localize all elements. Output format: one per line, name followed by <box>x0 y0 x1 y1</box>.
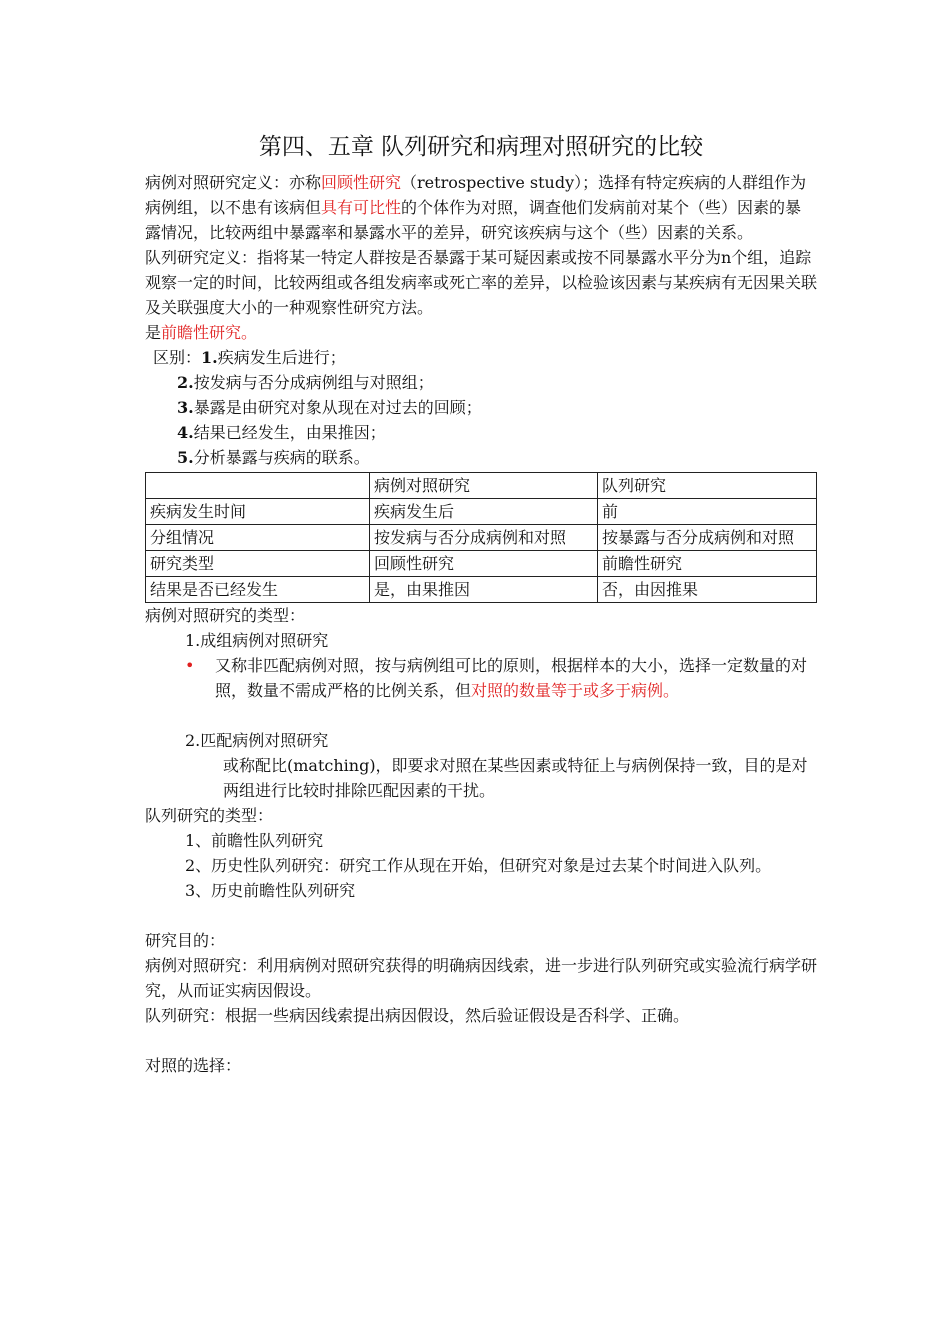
comparison-table <box>145 472 817 603</box>
table-row <box>146 499 817 525</box>
cohort-prospective-line: 是前瞻性研究。 <box>145 323 258 342</box>
table-cell: 按暴露与否分成病例和对照 <box>598 525 817 551</box>
cohort-type-item: 1、前瞻性队列研究 <box>185 831 324 850</box>
table-header-row <box>146 473 817 499</box>
table-cell: 分组情况 <box>146 525 370 551</box>
table-cell: 前瞻性研究 <box>598 551 817 577</box>
difference-item: 4.结果已经发生，由果推因； <box>177 423 386 442</box>
page-title: 第四、五章 队列研究和病理对照研究的比较 <box>258 134 704 160</box>
difference-item: 5.分析暴露与疾病的联系。 <box>177 448 370 467</box>
purpose-cohort: 队列研究：根据一些病因线索提出病因假设，然后验证假设是否科学、正确。 <box>145 1006 690 1025</box>
table-cell: 病例对照研究 <box>370 473 598 499</box>
table-cell <box>146 473 370 499</box>
matched-case-control-title: 2.匹配病例对照研究 <box>185 731 329 750</box>
matched-description: 或称配比(matching)，即要求对照在某些因素或特征上与病例保持一致，目的是对两组进行比较时排除匹配因素的干扰。 <box>223 756 808 800</box>
unmatched-case-control-title: 1.成组病例对照研究 <box>185 631 329 650</box>
table-cell: 是，由果推因 <box>370 577 598 603</box>
bullet-icon: • <box>185 656 195 675</box>
difference-item: 3.暴露是由研究对象从现在对过去的回顾； <box>177 398 482 417</box>
difference-label: 区别： <box>153 348 202 367</box>
table-cell: 回顾性研究 <box>370 551 598 577</box>
difference-item: 2.按发病与否分成病例组与对照组； <box>177 373 434 392</box>
spacer <box>145 1028 817 1053</box>
case-control-types-heading: 病例对照研究的类型： <box>145 606 306 625</box>
table-row <box>146 551 817 577</box>
difference-item: 区别：1.疾病发生后进行； <box>153 348 346 367</box>
table-row <box>146 577 817 603</box>
cohort-types-heading: 队列研究的类型： <box>145 806 274 825</box>
cohort-type-item: 3、历史前瞻性队列研究 <box>185 881 356 900</box>
cohort-type-item: 2、历史性队列研究：研究工作从现在开始，但研究对象是过去某个时间进入队列。 <box>185 856 772 875</box>
spacer <box>145 703 817 728</box>
highlight-retrospective: 回顾性研究 <box>321 173 402 192</box>
table-row <box>146 525 817 551</box>
table-cell: 研究类型 <box>146 551 370 577</box>
highlight-comparable: 具有可比性 <box>321 198 402 217</box>
table-cell: 前 <box>598 499 817 525</box>
unmatched-description: • 又称非匹配病例对照，按与病例组可比的原则，根据样本的大小，选择一定数量的对照，数量不需成严格的比例关系，但对照的数量等于或多于病例。 <box>145 653 817 703</box>
control-selection-heading: 对照的选择： <box>145 1056 242 1075</box>
table-cell: 疾病发生后 <box>370 499 598 525</box>
purpose-heading: 研究目的： <box>145 931 226 950</box>
cohort-definition: 队列研究定义：指将某一特定人群按是否暴露于某可疑因素或按不同暴露水平分为n个组，追踪观察一定的时间，比较两组或各组发病率或死亡率的差异，以检验该因素与某疾病有无因果关联及关联强度大小的一种观察性研究方法。 <box>145 248 818 317</box>
table-cell: 结果是否已经发生 <box>146 577 370 603</box>
table-cell: 按发病与否分成病例和对照 <box>370 525 598 551</box>
table-cell: 疾病发生时间 <box>146 499 370 525</box>
table-cell: 否，由因推果 <box>598 577 817 603</box>
spacer <box>145 903 817 928</box>
highlight-control-count: 对照的数量等于或多于病例。 <box>471 681 680 700</box>
case-control-definition: 病例对照研究定义：亦称回顾性研究（retrospective study）；选择有特定疾病的人群组作为病例组，以不患有该病但具有可比性的个体作为对照，调查他们发病前对某个（些）因素的暴露情况，比较两组中暴露率和暴露水平的差异，研究该疾病与这个（些）因素的关系。 <box>145 173 807 242</box>
purpose-case-control: 病例对照研究：利用病例对照研究获得的明确病因线索，进一步进行队列研究或实验流行病学研究，从而证实病因假设。 <box>145 956 818 1000</box>
document-page <box>145 130 817 1078</box>
highlight-prospective: 前瞻性研究。 <box>161 323 258 342</box>
table-cell: 队列研究 <box>598 473 817 499</box>
